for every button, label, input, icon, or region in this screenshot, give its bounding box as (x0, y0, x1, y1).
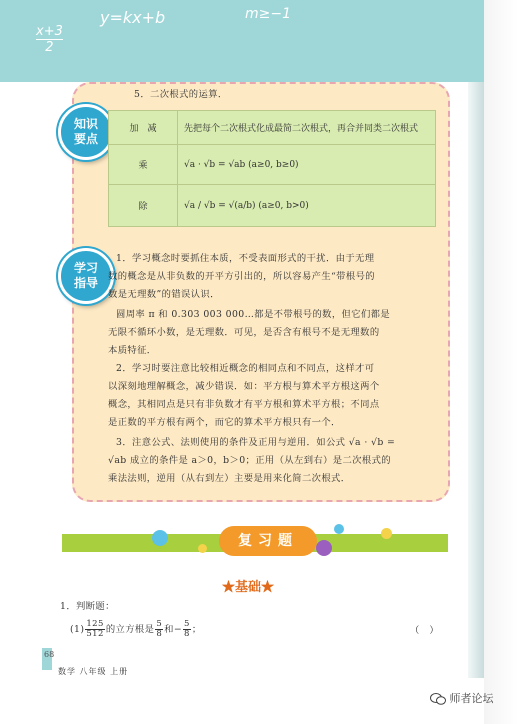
header-banner (0, 0, 518, 82)
table-rule-cell: √a · √b = √ab (a≥0, b≥0) (178, 145, 436, 185)
exercise-heading: 1．判断题： (60, 601, 115, 612)
fraction-denominator: 8 (156, 629, 163, 639)
table-op-cell: 加 减 (109, 111, 178, 145)
guide-text-line: 3．注意公式、法则使用的条件及正用与逆用．如公式 √a · √b = (116, 437, 396, 448)
watermark-text: 师者论坛 (449, 692, 494, 705)
minus-sign: − (173, 623, 183, 635)
decor-dot (334, 524, 344, 534)
guide-text-line: 无限不循环小数，是无理数．可见，是否含有根号不是无理数的 (108, 327, 380, 338)
decor-dot (381, 528, 392, 539)
item-text: 的立方根是 (105, 623, 155, 635)
study-guide-badge: 学习 指导 (58, 248, 114, 304)
table-row (109, 111, 436, 145)
fraction (85, 620, 104, 639)
chat-icon (430, 693, 446, 705)
fraction-denominator: 8 (184, 629, 190, 639)
guide-text-line: 1．学习概念时要抓住本质，不受表面形式的干扰．由于无理 (116, 253, 375, 264)
item-number: (1) (70, 623, 85, 635)
fraction-denominator: 512 (86, 629, 104, 639)
table-op-cell: 除 (109, 185, 178, 227)
guide-text-line: 圆周率 π 和 0.303 003 000…都是不带根号的数，但它们都是 (116, 309, 391, 320)
decor-dot (316, 540, 332, 556)
basic-section-title: ★基础★ (222, 580, 275, 595)
review-title: 复习题 (219, 526, 317, 556)
decor-dot (152, 530, 168, 546)
decor-dot (198, 544, 207, 553)
page-edge (468, 82, 484, 678)
fraction-numerator: 5 (156, 619, 163, 629)
table-rule-cell: 先把每个二次根式化成最简二次根式，再合并同类二次根式 (178, 111, 436, 145)
page-shadow (484, 0, 518, 724)
guide-text-line: 2．学习时要注意比较相近概念的相同点和不同点，这样才可 (116, 363, 375, 374)
table-row (109, 145, 436, 185)
guide-text-line: 以深刻地理解概念，减少错误．如：平方根与算术平方根这两个 (108, 381, 380, 392)
knowledge-badge: 知识 要点 (58, 104, 114, 160)
fraction-numerator: 125 (86, 619, 104, 629)
guide-text-line: 数是无理数”的错误认识． (108, 289, 220, 300)
fraction (155, 620, 163, 639)
section-title: 5．二次根式的运算． (134, 89, 228, 100)
fraction-numerator: 5 (184, 619, 190, 629)
item-text: 和 (164, 623, 174, 635)
page-number: 68 (44, 650, 55, 659)
guide-text-line: 本质特征． (108, 345, 157, 356)
table-op-cell: 乘 (109, 145, 178, 185)
guide-text-line: 概念，其相同点是只有非负数才有平方根和算术平方根；不同点 (108, 399, 380, 410)
table-rule-cell: √a / √b = √(a/b) (a≥0, b>0) (178, 185, 436, 227)
watermark (430, 690, 494, 706)
formula-linear: y=kx+b (100, 8, 166, 27)
item-text: ； (191, 623, 202, 635)
table-row (109, 185, 436, 227)
exercise-item (70, 620, 202, 639)
formula-inequality: m≥−1 (245, 6, 292, 22)
book-title: 数学 八年级 上册 (58, 667, 129, 676)
guide-text-line: 乘法法则，逆用（从右到左）主要是用来化简二次根式． (108, 473, 351, 484)
guide-text-line: 数的概念是从非负数的开平方引出的，所以容易产生“带根号的 (108, 271, 375, 282)
answer-box: （ ） (410, 625, 440, 636)
operations-table (108, 110, 436, 227)
fraction (183, 620, 191, 639)
guide-text-line: √ab 成立的条件是 a＞0，b＞0；正用（从左到右）是二次根式的 (108, 455, 391, 466)
formula-fraction: x+3 2 (36, 24, 63, 55)
guide-text-line: 是正数的平方根有两个，而它的算术平方根只有一个． (108, 417, 341, 428)
